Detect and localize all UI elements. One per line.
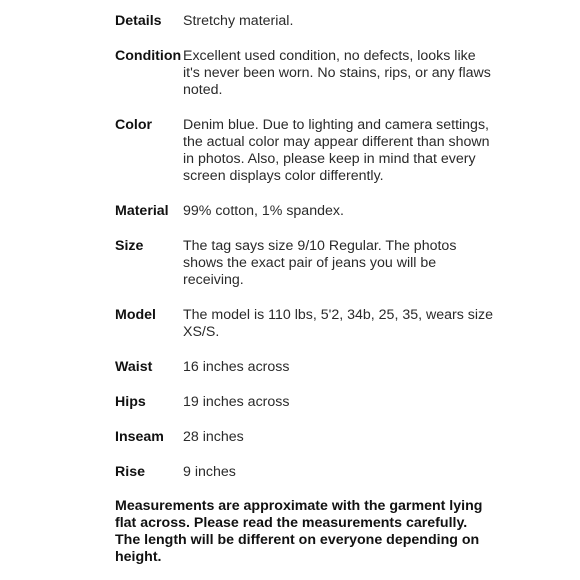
condition-value: Excellent used condition, no defects, looks like it's never been worn. No stains, rips, or any flaws noted.: [183, 48, 491, 98]
model-label: Model: [115, 307, 156, 323]
material-label: Material: [115, 203, 169, 219]
waist-row: [115, 359, 495, 376]
rise-row: [115, 464, 495, 481]
size-value: The tag says size 9/10 Regular. The photos shows the exact pair of jeans you will be receiving.: [183, 238, 457, 288]
condition-label: Condition: [115, 48, 182, 64]
details-label: Details: [115, 13, 162, 29]
rise-label: Rise: [115, 464, 145, 480]
hips-value: 19 inches across: [183, 394, 290, 410]
model-value: The model is 110 lbs, 5'2, 34b, 25, 35, wears size XS/S.: [183, 307, 494, 340]
material-value: 99% cotton, 1% spandex.: [183, 203, 344, 219]
material-row: [115, 203, 495, 220]
color-row: [115, 117, 495, 185]
details-value: Stretchy material.: [183, 13, 294, 29]
size-label: Size: [115, 238, 144, 254]
color-label: Color: [115, 117, 153, 133]
waist-value: 16 inches across: [183, 359, 290, 375]
inseam-row: [115, 429, 495, 446]
model-row: [115, 307, 495, 341]
waist-label: Waist: [115, 359, 153, 375]
inseam-value: 28 inches: [183, 429, 244, 445]
hips-row: [115, 394, 495, 411]
rise-value: 9 inches: [183, 464, 236, 480]
measurements-disclaimer: Measurements are approximate with the garment lying flat across. Please read the measurements carefully. The length will be different on everyone depending on height.: [115, 498, 483, 565]
condition-row: [115, 48, 495, 99]
hips-label: Hips: [115, 394, 146, 410]
details-row: [115, 13, 495, 30]
color-value: Denim blue. Due to lighting and camera settings, the actual color may appear different than shown in photos. Also, please keep in mind that every screen displays color differently.: [183, 117, 490, 184]
size-row: [115, 238, 495, 289]
product-details-table: [115, 13, 495, 481]
inseam-label: Inseam: [115, 429, 164, 445]
